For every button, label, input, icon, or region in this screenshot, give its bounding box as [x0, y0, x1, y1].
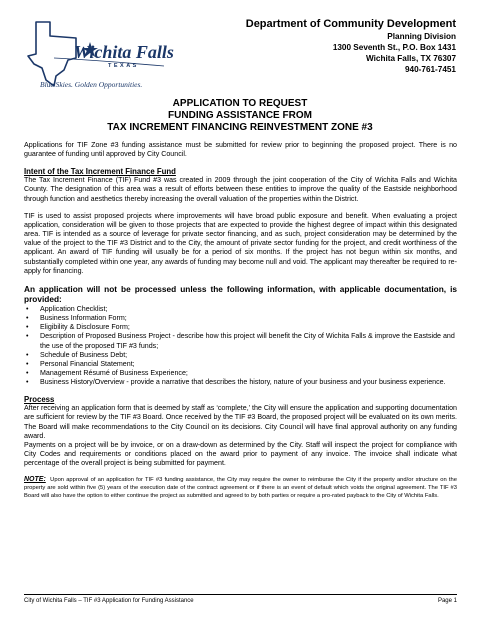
document-title — [0, 98, 480, 134]
department-name: Department of Community Development — [245, 18, 456, 30]
title-line-1: APPLICATION TO REQUEST — [172, 98, 308, 109]
title-line-2: FUNDING ASSISTANCE FROM — [168, 110, 312, 121]
address-line-1: 1300 Seventh St., P.O. Box 1431 — [332, 43, 456, 52]
list-item: • Schedule of Business Debt; — [24, 351, 457, 360]
note-label: NOTE: — [24, 476, 46, 484]
list-item: • Eligibility & Disclosure Form; — [24, 323, 457, 332]
requirements-heading: An application will not be processed unless the following information, with applicable documentation, is provided: — [24, 283, 457, 305]
logo-tagline: Blue Skies. Golden Opportunities. — [40, 80, 143, 89]
list-item: • Personal Financial Statement; — [24, 360, 457, 369]
phone-number: 940-761-7451 — [405, 65, 456, 74]
intro-paragraph: Applications for TIF Zone #3 funding assistance must be submitted for review prior to beginning the proposed project. There is no guarantee of funding until approved by City Council. — [24, 141, 457, 159]
requirements-list — [24, 305, 457, 387]
process-paragraph-2: Payments on a project will be by invoice, or on a draw-down as determined by the City. Staff will inspect the project for compliance with City Codes and requirements or conditions placed on the award prior to payment of any invoice. The invoice shall indicate what percentage of the overall project is being submitted for payment. — [24, 440, 457, 468]
title-line-3: TAX INCREMENT FINANCING REINVESTMENT ZONE #3 — [107, 122, 373, 133]
logo-title: Wichita Falls — [74, 42, 174, 62]
division-name: Planning Division — [387, 32, 456, 41]
page-footer — [24, 594, 457, 604]
intent-heading: Intent of the Tax Increment Finance Fund — [24, 167, 176, 177]
process-paragraph-1: After receiving an application form that is deemed by staff as ‘complete,’ the City will ensure the application and supporting documentation are sufficient for review by the TIF #3 Board. Once received by the TIF #3 Board, the proposed project will be evaluated on its own merits. The Board will make recommendations to the City Council on its decisions. City Council will have final approval authority on any funding award. — [24, 404, 457, 440]
city-logo — [24, 14, 174, 94]
address-line-2: Wichita Falls, TX 76307 — [365, 54, 456, 63]
note-text: Upon approval of an application for TIF #3 funding assistance, the City may require the owner to reimburse the City if the property and/or structure on the property are sold within five (5) years of the execution date of the contract agreement or if there is an event of default which voids the original agreement. The TIF #3 Board will also have the option to either continue the project as submitted and agreed to by both parties or require a pro-rated payback to the City of Wichita Falls. — [24, 477, 457, 499]
intent-paragraph-1: The Tax Increment Finance (TIF) Fund #3 was created in 2009 through the joint cooperation of the City of Wichita Falls and Wichita County. The designation of this area was a result of efforts between these entities to improve the quality of the Eastside neighborhood through function and aesthetics thereby increasing the overall valuation of the properties within the District. — [24, 176, 457, 203]
page-number: Page 1 — [437, 598, 457, 604]
list-item: • Management Résumé of Business Experience; — [24, 369, 457, 378]
document-body — [24, 141, 457, 500]
footer-title: City of Wichita Falls – TIF #3 Application for Funding Assistance — [24, 598, 194, 604]
note-paragraph — [24, 476, 457, 500]
list-item: • Business History/Overview - provide a narrative that describes the history, nature of your business and your business experience. — [24, 378, 457, 387]
list-item: • Description of Proposed Business Project - describe how this project will benefit the City of Wichita Falls & improve the Eastside and the use of the proposed TIF #3 funds; — [24, 332, 457, 350]
list-item: • Business Information Form; — [24, 314, 457, 323]
intent-paragraph-2: TIF is used to assist proposed projects where improvements will have broad public exposure and benefit. When evaluating a project application, consideration will be given to those projects that are expected to provide the highest degree of impact within this designated area. TIF is intended as a source of leverage for private sector financing, and as such, project consideration may be determined by the value of the project to the TIF #3 District and to the City, the amount of private sector funding for the project, and credit worthiness of the applicant. An award of TIF funding will usually be for a period of six months. If the project has not begun within six months, and substantially completed within one year, any awards of funding may become null and void. The applicant may thereafter be required to re-apply for financing. — [24, 211, 457, 275]
list-item: • Application Checklist; — [24, 305, 457, 314]
logo-subtitle: TEXAS — [108, 63, 139, 69]
department-header — [246, 17, 456, 75]
process-heading: Process — [24, 395, 55, 405]
